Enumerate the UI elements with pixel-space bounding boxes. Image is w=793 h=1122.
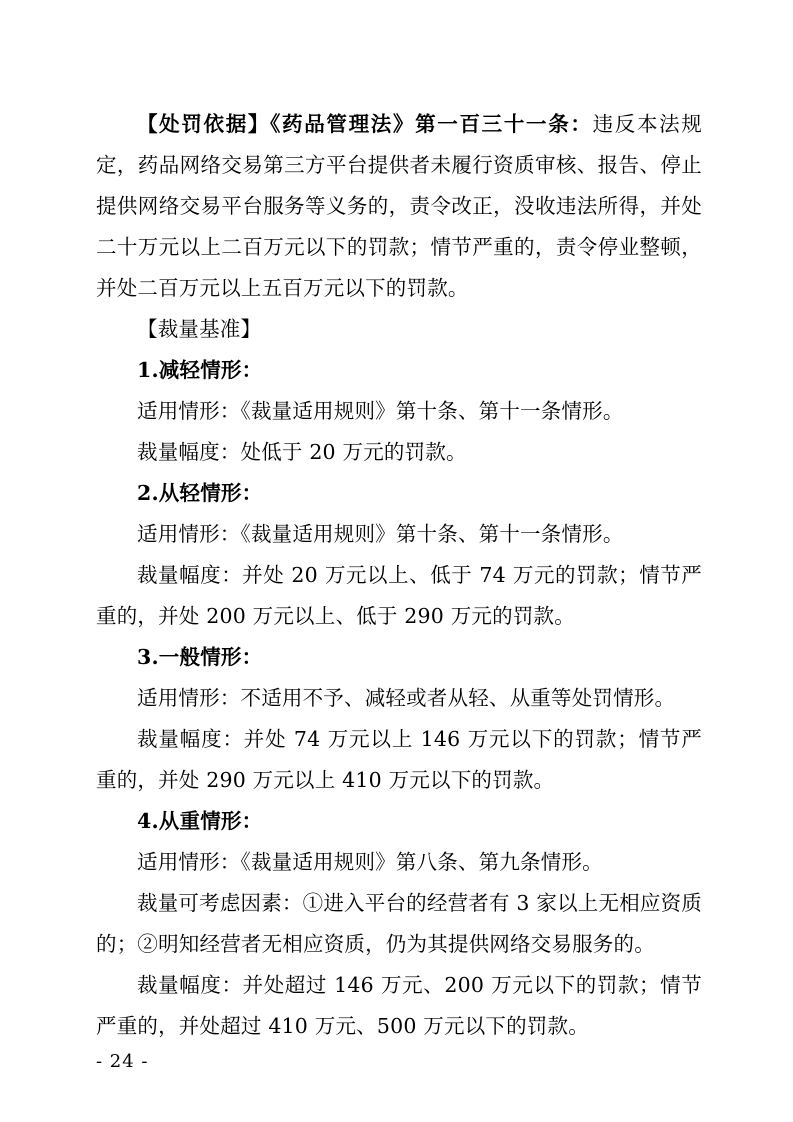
penalty-basis-lead: 【处罚依据】《药品管理法》第一百三十一条： — [137, 112, 593, 136]
applicable-general: 适用情形：不适用不予、减轻或者从轻、从重等处罚情形。 — [137, 686, 676, 710]
heading-aggravated: 4.从重情形： — [137, 809, 263, 833]
applicable-aggravated: 适用情形：《裁量适用规则》第八条、第九条情形。 — [137, 850, 603, 874]
paragraph-discretion-standard-title: 【裁量基准】 — [137, 317, 262, 341]
heading-lenient: 2.从轻情形： — [137, 481, 263, 505]
heading-mitigated: 1.减轻情形： — [137, 358, 263, 382]
range-aggravated: 裁量幅度：并处超过 146 万元、200 万元以下的罚款；情节严重的，并处超过 410 万元、500 万元以下的罚款。 — [96, 973, 702, 1038]
page-number: - 24 - — [96, 1051, 149, 1072]
penalty-basis-text: 违反本法规定，药品网络交易第三方平台提供者未履行资质审核、报告、停止提供网络交易平台服务等义务的，责令改正，没收违法所得，并处二十万元以上二百万元以下的罚款；情节严重的，责令停业整顿，并处二百万元以上五百万元以下的罚款。 — [96, 112, 703, 300]
factors-aggravated: 裁量可考虑因素：①进入平台的经营者有 3 家以上无相应资质的；②明知经营者无相应资质，仍为其提供网络交易服务的。 — [96, 891, 702, 956]
heading-general: 3.一般情形： — [137, 645, 263, 669]
range-mitigated: 裁量幅度：处低于 20 万元的罚款。 — [137, 440, 467, 464]
range-lenient: 裁量幅度：并处 20 万元以上、低于 74 万元的罚款；情节严重的，并处 200 万元以上、低于 290 万元的罚款。 — [96, 563, 702, 628]
document-body — [96, 104, 702, 1047]
applicable-mitigated: 适用情形：《裁量适用规则》第十条、第十一条情形。 — [137, 399, 624, 423]
applicable-lenient: 适用情形：《裁量适用规则》第十条、第十一条情形。 — [137, 522, 624, 546]
paragraph-penalty-basis — [96, 104, 702, 309]
range-general: 裁量幅度：并处 74 万元以上 146 万元以下的罚款；情节严重的，并处 290 万元以上 410 万元以下的罚款。 — [96, 727, 702, 792]
